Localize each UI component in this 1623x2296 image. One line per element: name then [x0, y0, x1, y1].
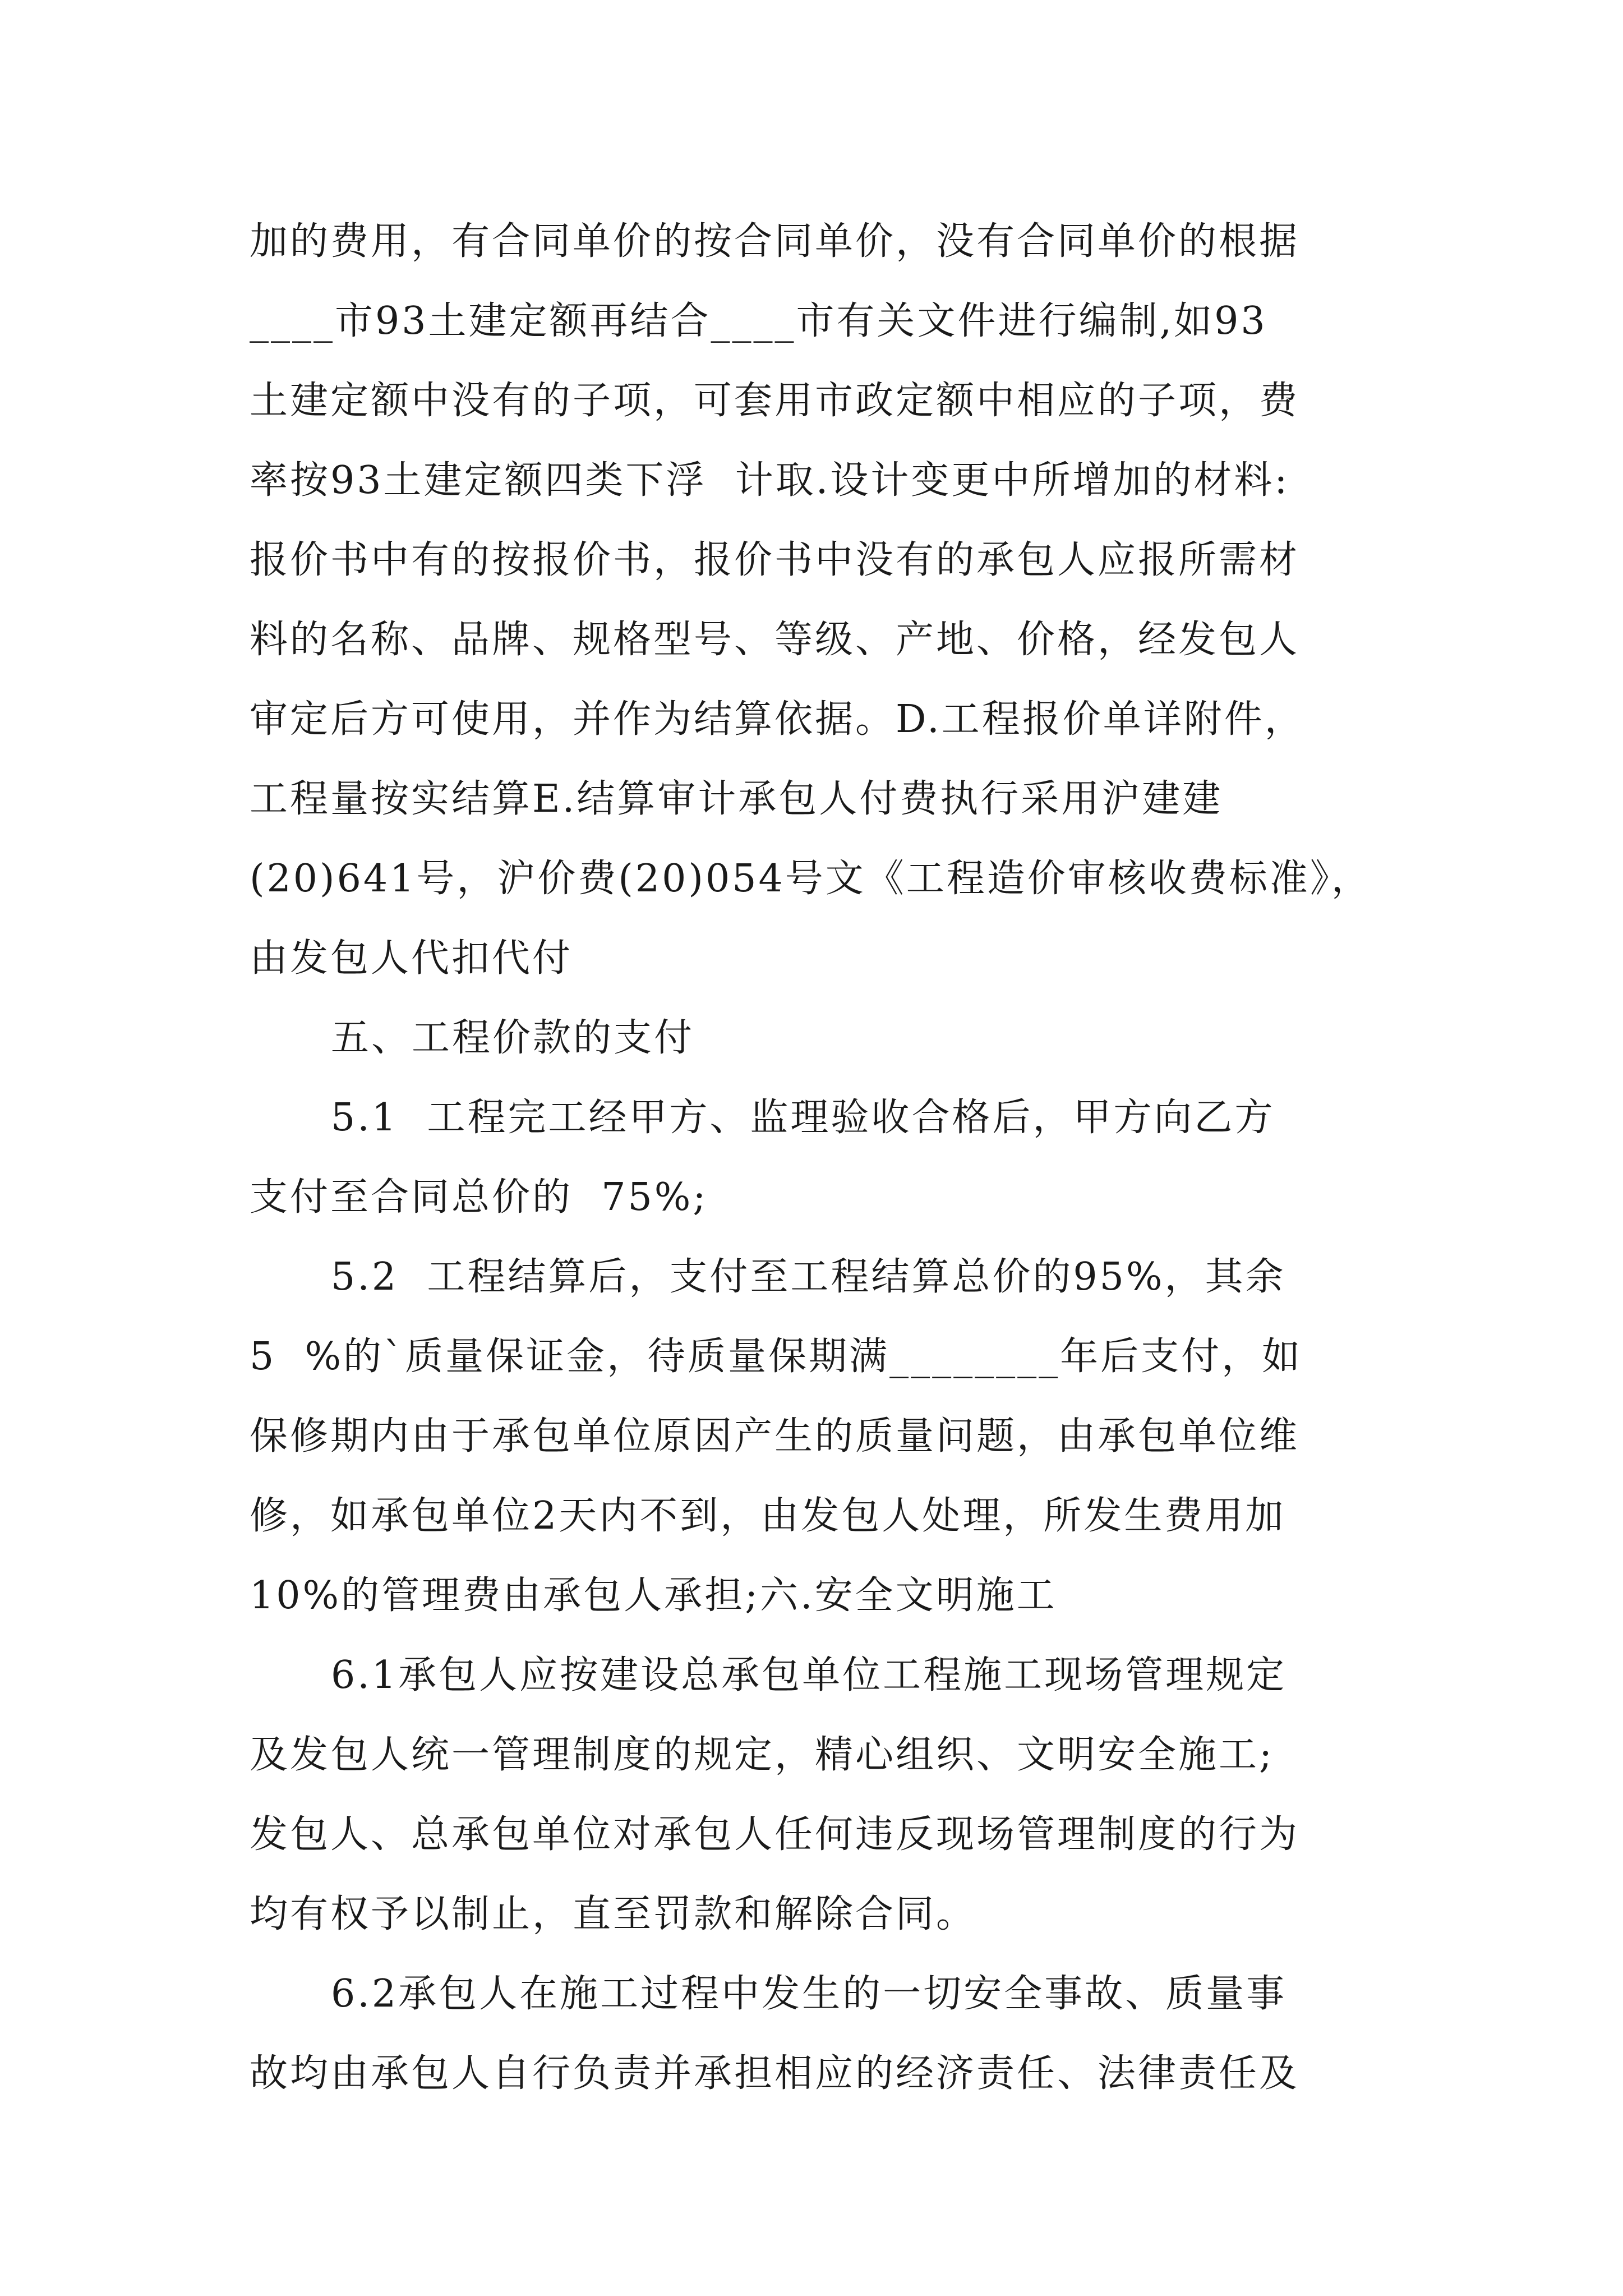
- text-line: (20)641号，沪价费(20)054号文《工程造价审核收费标准》，: [250, 857, 1372, 901]
- text-line: 均有权予以制止，直至罚款和解除合同。: [250, 1892, 977, 1936]
- text-line: 保修期内由于承包单位原因产生的质量问题，由承包单位维: [250, 1414, 1300, 1458]
- text-line: 加的费用，有合同单价的按合同单价，没有合同单价的根据: [250, 219, 1300, 264]
- text-line: 5.1 工程完工经甲方、监理验收合格后，甲方向乙方: [331, 1096, 1275, 1140]
- text-line: 及发包人统一管理制度的规定，精心组织、文明安全施工;: [250, 1733, 1274, 1777]
- text-line: 料的名称、品牌、规格型号、等级、产地、价格，经发包人: [250, 618, 1300, 662]
- text-line: 土建定额中没有的子项，可套用市政定额中相应的子项，费: [250, 379, 1300, 423]
- text-line: 审定后方可使用，并作为结算依据。D.工程报价单详附件，: [250, 697, 1305, 742]
- text-line: 率按93土建定额四类下浮 计取.设计变更中所增加的材料:: [250, 458, 1290, 503]
- text-line: 五、工程价款的支付: [331, 1016, 695, 1060]
- text-line: 故均由承包人自行负责并承担相应的经济责任、法律责任及: [250, 2051, 1300, 2096]
- text-line: 工程量按实结算E.结算审计承包人付费执行采用沪建建: [250, 777, 1223, 821]
- text-line: ____市93土建定额再结合____市有关文件进行编制,如93: [250, 299, 1267, 343]
- document-body: [250, 202, 1405, 2114]
- text-line: 6.1承包人应按建设总承包单位工程施工现场管理规定: [331, 1653, 1287, 1697]
- text-line: 由发包人代扣代付: [250, 936, 573, 981]
- text-line: 6.2承包人在施工过程中发生的一切安全事故、质量事: [331, 1972, 1287, 2016]
- text-line: 报价书中有的按报价书，报价书中没有的承包人应报所需材: [250, 538, 1300, 582]
- text-line: 支付至合同总价的 75%;: [250, 1175, 708, 1220]
- text-line: 修，如承包单位2天内不到，由发包人处理，所发生费用加: [250, 1494, 1286, 1538]
- text-line: 发包人、总承包单位对承包人任何违反现场管理制度的行为: [250, 1812, 1300, 1857]
- text-line: 10%的管理费由承包人承担;六.安全文明施工: [250, 1573, 1057, 1618]
- text-line: 5 %的`质量保证金，待质量保期满________年后支付，如: [250, 1335, 1303, 1379]
- text-line: 5.2 工程结算后，支付至工程结算总价的95%，其余: [331, 1255, 1286, 1299]
